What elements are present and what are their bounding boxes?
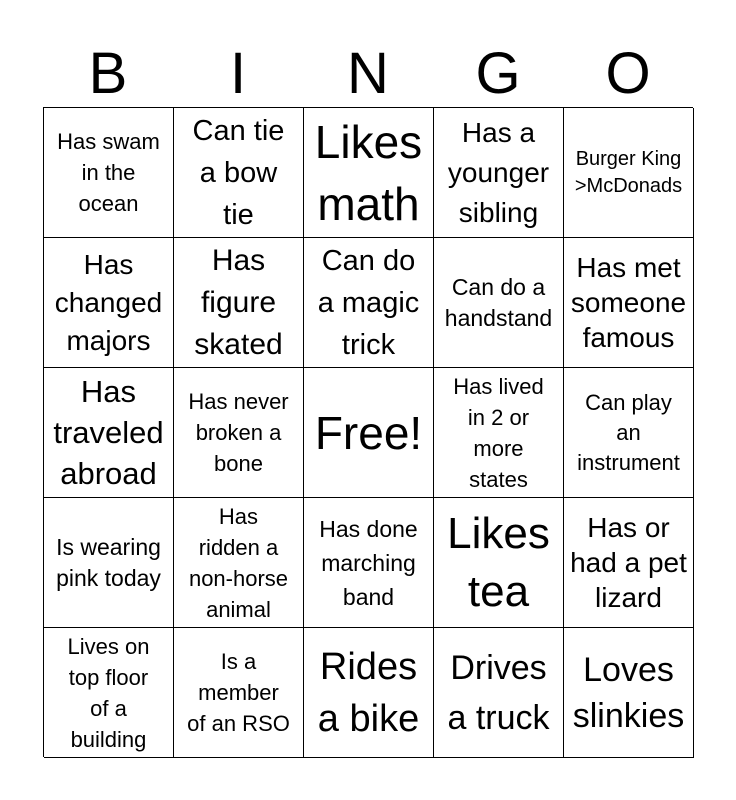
bingo-cell[interactable]	[564, 498, 694, 628]
cell-text: Has met someone famous	[570, 252, 687, 353]
bingo-cell[interactable]	[174, 108, 304, 238]
bingo-cell[interactable]	[564, 108, 694, 238]
bingo-cell[interactable]	[564, 368, 694, 498]
header-letter-b: B	[88, 41, 128, 106]
bingo-cell[interactable]	[434, 498, 564, 628]
cell-text: Rides a bike	[317, 645, 420, 740]
bingo-cell[interactable]	[44, 108, 174, 238]
cell-text: Can tie a bow tie	[192, 114, 285, 231]
bingo-cell[interactable]	[434, 628, 564, 758]
bingo-cell[interactable]	[174, 498, 304, 628]
bingo-cell[interactable]	[434, 108, 564, 238]
bingo-cell[interactable]	[304, 498, 434, 628]
bingo-cell[interactable]	[434, 238, 564, 368]
bingo-cell[interactable]	[44, 628, 174, 758]
cell-text: Is wearing pink today	[56, 533, 161, 591]
bingo-cell[interactable]	[304, 368, 434, 498]
bingo-cell[interactable]	[434, 368, 564, 498]
cell-text: Drives a truck	[447, 648, 550, 737]
bingo-cell[interactable]	[174, 628, 304, 758]
header-letter-n: N	[347, 41, 389, 106]
header-letter-i: I	[229, 41, 247, 106]
cell-text: Can do a magic trick	[317, 244, 420, 361]
cell-text: Has ridden a non-horse animal	[188, 503, 289, 622]
bingo-cell[interactable]	[44, 368, 174, 498]
header-letter-o: O	[605, 41, 651, 106]
cell-text: Has lived in 2 or more states	[453, 373, 544, 492]
cell-text: Has figure skated	[194, 243, 283, 361]
bingo-cell[interactable]	[564, 628, 694, 758]
bingo-cell[interactable]	[44, 238, 174, 368]
free-space-text: Free!	[314, 406, 423, 459]
bingo-cell[interactable]	[304, 108, 434, 238]
cell-text: Is a member of an RSO	[187, 649, 290, 736]
cell-text: Lives on top floor of a building	[67, 633, 150, 752]
bingo-cell[interactable]	[564, 238, 694, 368]
header-letter-g: G	[475, 41, 521, 106]
cell-text: Has done marching band	[319, 515, 418, 610]
cell-text: Burger King >McDonads	[574, 147, 683, 197]
cell-text: Has changed majors	[54, 248, 163, 356]
bingo-cell[interactable]	[174, 238, 304, 368]
cell-text: Can do a handstand	[444, 273, 553, 331]
cell-text: Has swam in the ocean	[57, 129, 160, 216]
cell-text: Has traveled abroad	[53, 374, 164, 491]
cell-text: Has never broken a bone	[188, 389, 289, 476]
cell-text: Has a younger sibling	[447, 116, 550, 228]
bingo-card-grid	[43, 107, 693, 757]
bingo-cell[interactable]	[304, 238, 434, 368]
cell-text: Can play an instrument	[577, 389, 680, 475]
bingo-header	[43, 40, 693, 108]
bingo-cell[interactable]	[304, 628, 434, 758]
cell-text: Likes tea	[447, 508, 550, 616]
cell-text: Likes math	[314, 115, 423, 230]
cell-text: Has or had a pet lizard	[570, 512, 687, 613]
bingo-cell[interactable]	[44, 498, 174, 628]
cell-text: Loves slinkies	[572, 650, 685, 735]
bingo-cell[interactable]	[174, 368, 304, 498]
